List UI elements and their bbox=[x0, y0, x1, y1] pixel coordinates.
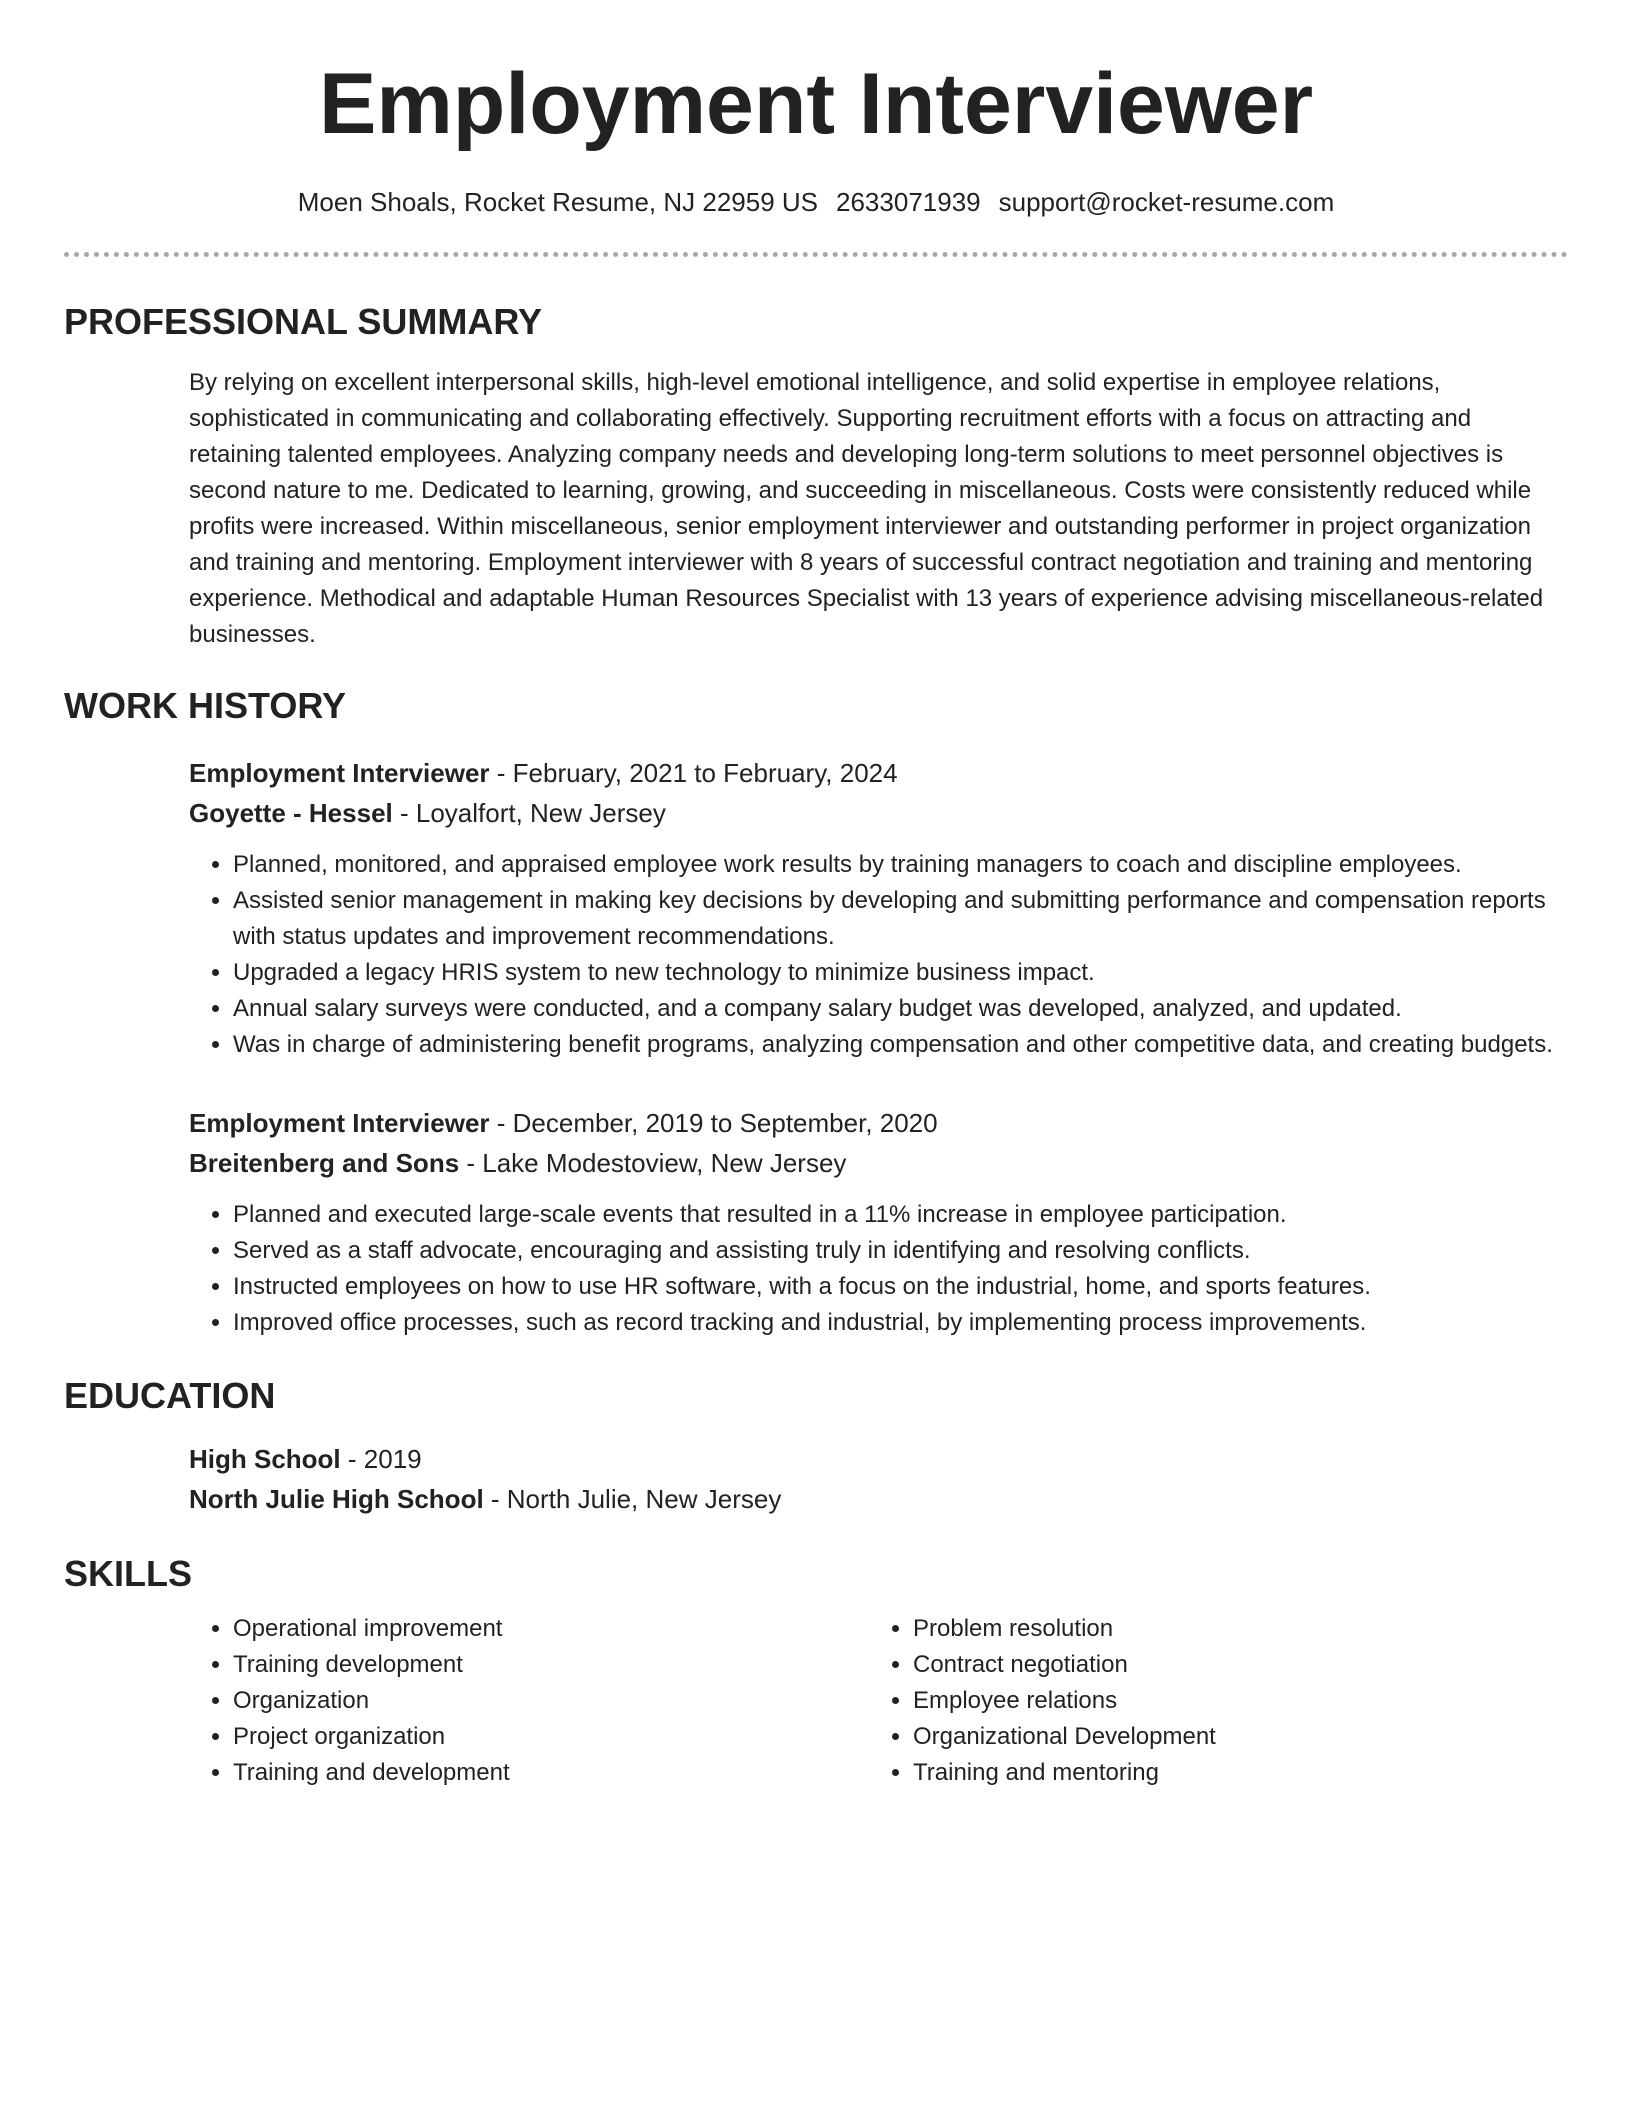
work-history-heading: WORK HISTORY bbox=[64, 685, 347, 726]
job-entry bbox=[189, 753, 1568, 1063]
job-entry bbox=[189, 1103, 1568, 1341]
summary-text: By relying on excellent interpersonal skills, high-level emotional intelligence, and solid expertise in employee relations, sophisticated in communicating and collaborating effectively. Supporting recruitment efforts with a focus on attracting and retaining talented employees. Analyzing company needs and developing long-term solutions to meet personnel objectives is second nature to me. Dedicated to learning, growing, and succeeding in miscellaneous. Costs were consistently reduced while profits were increased. Within miscellaneous, senior employment interviewer and outstanding performer in project organization and training and mentoring. Employment interviewer with 8 years of successful contract negotiation and training and mentoring experience. Methodical and adaptable Human Resources Specialist with 13 years of experience advising miscellaneous-related businesses. bbox=[189, 369, 1544, 648]
education-school-line bbox=[189, 1479, 1568, 1519]
header-divider bbox=[64, 252, 1568, 257]
contact-address: Moen Shoals, Rocket Resume, NJ 22959 US bbox=[297, 187, 819, 217]
skill-item: • Problem resolution bbox=[913, 1611, 1549, 1647]
education-heading: EDUCATION bbox=[64, 1375, 276, 1416]
skills-column-right bbox=[869, 1611, 1549, 1791]
job-dates: - February, 2021 to February, 2024 bbox=[489, 758, 898, 788]
job-location: - Lake Modestoview, New Jersey bbox=[459, 1148, 847, 1178]
job-title-line bbox=[189, 1103, 1568, 1143]
skill-item: • Contract negotiation bbox=[913, 1647, 1549, 1683]
list-item: • Was in charge of administering benefit programs, analyzing compensation and other competitive data, and creating budgets. bbox=[233, 1027, 1568, 1063]
summary-heading: PROFESSIONAL SUMMARY bbox=[64, 301, 543, 342]
contact-email: support@rocket-resume.com bbox=[998, 187, 1335, 217]
job-role: Employment Interviewer bbox=[189, 1108, 490, 1138]
list-item: • Served as a staff advocate, encouraging and assisting truly in identifying and resolving conflicts. bbox=[233, 1233, 1568, 1269]
job-title-line bbox=[189, 753, 1568, 793]
list-item: • Assisted senior management in making key decisions by developing and submitting performance and compensation reports with status updates and improvement recommendations. bbox=[233, 883, 1568, 955]
job-bullets bbox=[189, 1197, 1568, 1341]
candidate-name: Employment Interviewer bbox=[318, 56, 1314, 152]
list-item: • Annual salary surveys were conducted, and a company salary budget was developed, analyzed, and updated. bbox=[233, 991, 1568, 1027]
skill-item: • Organization bbox=[233, 1683, 869, 1719]
skills-list bbox=[189, 1611, 1568, 1791]
list-item: • Instructed employees on how to use HR software, with a focus on the industrial, home, and sports features. bbox=[233, 1269, 1568, 1305]
skill-item: • Employee relations bbox=[913, 1683, 1549, 1719]
list-item: • Upgraded a legacy HRIS system to new technology to minimize business impact. bbox=[233, 955, 1568, 991]
job-dates: - December, 2019 to September, 2020 bbox=[489, 1108, 938, 1138]
skill-item: • Project organization bbox=[233, 1719, 869, 1755]
contact-phone: 2633071939 bbox=[836, 187, 981, 217]
job-company-line bbox=[189, 1143, 1568, 1183]
list-item: • Planned and executed large-scale events that resulted in a 11% increase in employee participation. bbox=[233, 1197, 1568, 1233]
education-school: North Julie High School bbox=[189, 1484, 484, 1514]
skill-item: • Organizational Development bbox=[913, 1719, 1549, 1755]
skills-heading: SKILLS bbox=[64, 1553, 193, 1594]
job-location: - Loyalfort, New Jersey bbox=[392, 798, 666, 828]
skills-column-left bbox=[189, 1611, 869, 1791]
education-section bbox=[64, 1375, 1568, 1519]
education-entry bbox=[189, 1439, 1568, 1519]
education-degree: High School bbox=[189, 1444, 341, 1474]
list-item: • Planned, monitored, and appraised employee work results by training managers to coach and discipline employees. bbox=[233, 847, 1568, 883]
skill-item: • Training and development bbox=[233, 1755, 869, 1791]
skill-item: • Training development bbox=[233, 1647, 869, 1683]
skill-item: • Operational improvement bbox=[233, 1611, 869, 1647]
education-year: - 2019 bbox=[340, 1444, 422, 1474]
list-item: • Improved office processes, such as record tracking and industrial, by implementing process improvements. bbox=[233, 1305, 1568, 1341]
summary-section bbox=[64, 301, 1568, 653]
education-degree-line bbox=[189, 1439, 1568, 1479]
job-company: Goyette - Hessel bbox=[189, 798, 393, 828]
resume-header bbox=[0, 0, 1632, 218]
job-company-line bbox=[189, 793, 1568, 833]
work-history-section bbox=[64, 685, 1568, 1341]
job-bullets bbox=[189, 847, 1568, 1063]
job-role: Employment Interviewer bbox=[189, 758, 490, 788]
skills-section bbox=[64, 1553, 1568, 1791]
skill-item: • Training and mentoring bbox=[913, 1755, 1549, 1791]
job-company: Breitenberg and Sons bbox=[189, 1148, 460, 1178]
contact-line bbox=[0, 187, 1632, 218]
education-location: - North Julie, New Jersey bbox=[483, 1484, 782, 1514]
